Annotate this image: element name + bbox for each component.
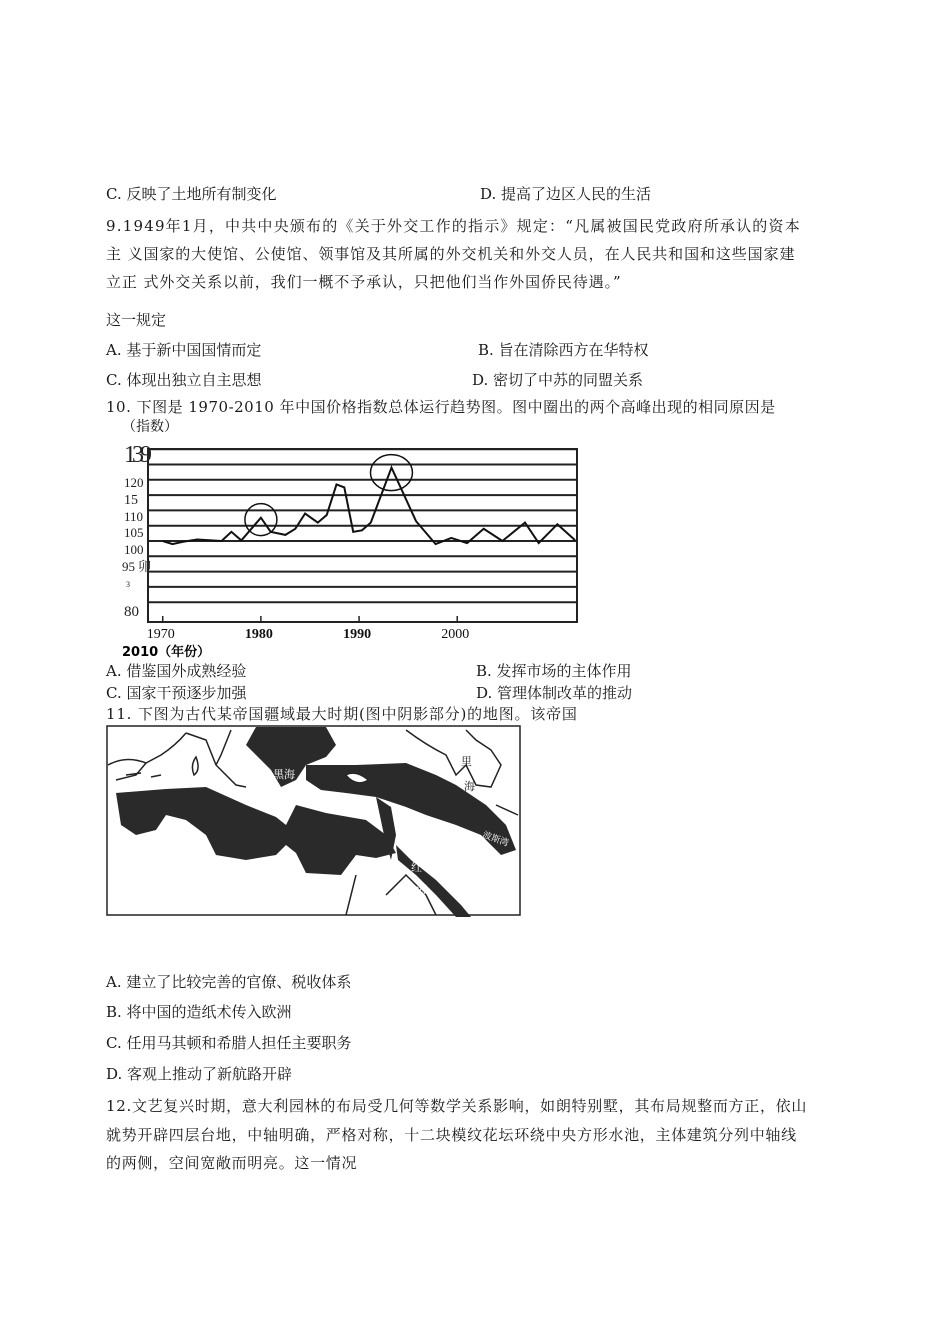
q9-stem-line: 主 义国家的大使馆、公使馆、领事馆及其所属的外交机关和外交人员，在人民共和国和这些国家建 bbox=[106, 245, 796, 263]
q11-option-a: A. 建立了比较完善的官僚、税收体系 bbox=[106, 973, 352, 991]
y-tick-label: 105 bbox=[124, 525, 144, 540]
map-label-persian-gulf: 波斯湾 bbox=[480, 830, 510, 850]
q10-stem: 10. 下图是 1970-2010 年中国价格指数总体运行趋势图。图中圈出的两个高峰出现的相同原因是 bbox=[106, 398, 776, 416]
peak-circle bbox=[370, 455, 412, 491]
q10-option-a: A. 借鉴国外成熟经验 bbox=[106, 662, 247, 680]
q10-option-d: D. 管理体制改革的推动 bbox=[476, 684, 633, 702]
q9-option-b: B. 旨在清除西方在华特权 bbox=[478, 341, 649, 359]
plot-frame bbox=[148, 449, 577, 622]
q9-stem-end: 这一规定 bbox=[106, 311, 167, 329]
y-tick-label: 100 bbox=[124, 542, 144, 557]
q9-stem-line: 9.1949年1月，中共中央颁布的《关于外交工作的指示》规定：“凡属被国民党政府所承认的资本 bbox=[106, 217, 801, 235]
x-tick-label: 1980 bbox=[244, 627, 273, 642]
map-label-caspian-2: 海 bbox=[464, 780, 475, 793]
q12-stem-line: 12.文艺复兴时期，意大利园林的布局受几何等数学关系影响，如朗特别墅，其布局规整而方正，依山 bbox=[106, 1097, 808, 1115]
y-tick-label: 15 bbox=[124, 493, 138, 508]
q10-option-c: C. 国家干预逐步加强 bbox=[106, 684, 247, 702]
q11-stem: 11. 下图为古代某帝国疆域最大时期(图中阴影部分)的地图。该帝国 bbox=[106, 705, 578, 723]
q8-option-c: C. 反映了土地所有制变化 bbox=[106, 185, 277, 203]
y-tick-label: 3 bbox=[126, 580, 130, 589]
peak-circle bbox=[245, 504, 277, 536]
q9-option-c: C. 体现出独立自主思想 bbox=[106, 371, 262, 389]
price-index-chart bbox=[100, 416, 590, 661]
y-tick-label: 95 bbox=[122, 559, 135, 574]
y-tick-label: 110 bbox=[124, 509, 144, 524]
q11-option-d: D. 客观上推动了新航路开辟 bbox=[106, 1065, 293, 1083]
x-tick-label: 1990 bbox=[343, 627, 372, 642]
q9-option-a: A. 基于新中国国情而定 bbox=[106, 341, 262, 359]
y-tick-label: 139 bbox=[124, 442, 148, 468]
q11-option-b: B. 将中国的造纸术传入欧洲 bbox=[106, 1003, 292, 1021]
q8-option-d: D. 提高了边区人民的生活 bbox=[480, 185, 652, 203]
map-label-black-sea: 黑海 bbox=[273, 768, 295, 781]
y-axis-label: （指数） bbox=[122, 420, 178, 435]
q10-option-b: B. 发挥市场的主体作用 bbox=[476, 662, 632, 680]
x-axis-label: 2010（年份） bbox=[122, 645, 211, 660]
map-label-caspian-1: 里 bbox=[461, 755, 472, 768]
y-tick-label: 卯 bbox=[138, 559, 152, 574]
q9-stem-line: 立正 式外交关系以前，我们一概不予承认，只把他们当作外国侨民待遇。” bbox=[106, 273, 622, 291]
q9-option-d: D. 密切了中苏的同盟关系 bbox=[472, 371, 644, 389]
y-tick-label: 120 bbox=[124, 475, 144, 490]
empire-map bbox=[106, 725, 522, 917]
q12-stem-line: 的两侧，空间宽敞而明亮。这一情况 bbox=[106, 1154, 358, 1172]
q11-option-c: C. 任用马其顿和希腊人担任主要职务 bbox=[106, 1034, 352, 1052]
x-tick-label: 2000 bbox=[441, 627, 470, 642]
y-tick-label: 80 bbox=[124, 604, 139, 620]
map-label-red-sea-1: 红 bbox=[411, 861, 422, 874]
map-label-red-sea-2: 海 bbox=[416, 883, 427, 896]
q12-stem-line: 就势开辟四层台地，中轴明确，严格对称，十二块模纹花坛环绕中央方形水池，主体建筑分列中轴线 bbox=[106, 1126, 797, 1144]
x-tick-label: 1970 bbox=[146, 627, 175, 642]
